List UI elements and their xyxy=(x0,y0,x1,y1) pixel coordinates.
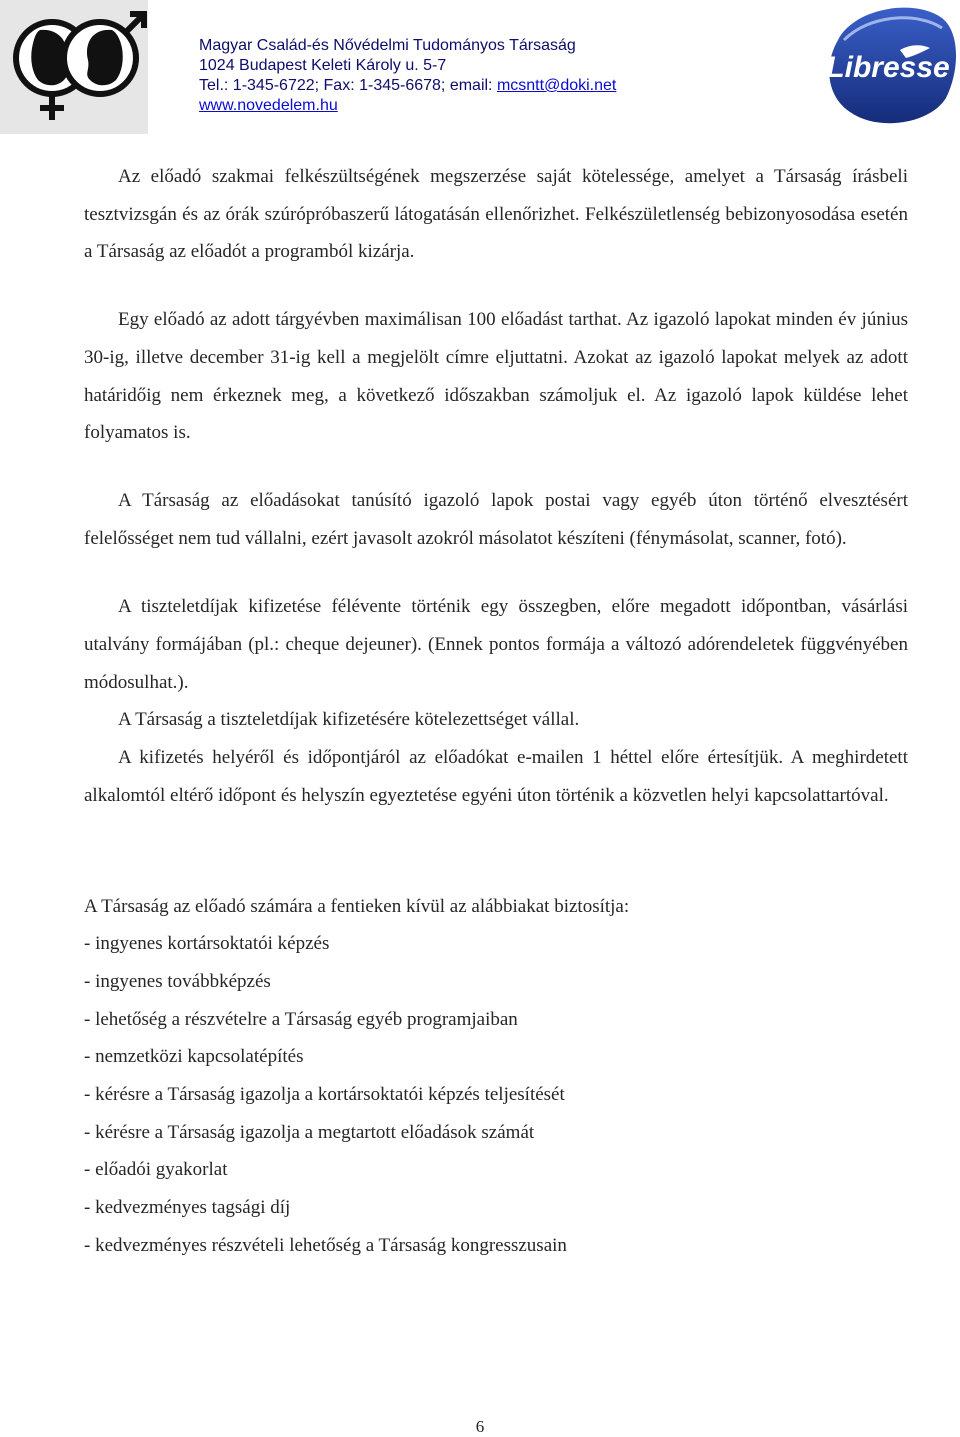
email-link[interactable]: mcsntt@doki.net xyxy=(496,77,617,94)
document-body xyxy=(84,158,908,1265)
paragraph-payment: A tiszteletdíjak kifizetése félévente történik egy összegben, előre megadott időpontban, vásárlási utalvány formájában (pl.: cheque dejeuner). (Ennek pontos formája a változó adórendeletek függvényében módosulhat.). xyxy=(84,596,908,693)
list-item: - kérésre a Társaság igazolja a kortársoktatói képzés teljesítését xyxy=(84,1084,565,1106)
list-item: - kedvezményes tagsági díj xyxy=(84,1197,291,1219)
list-item: - kérésre a Társaság igazolja a megtartott előadások számát xyxy=(84,1121,535,1143)
list-item: - kedvezményes részvételi lehetőség a Társaság kongresszusain xyxy=(84,1234,567,1256)
paragraph-obligation: A Társaság a tiszteletdíjak kifizetésére kötelezettséget vállal. xyxy=(118,709,580,731)
website-link[interactable]: www.novedelem.hu xyxy=(199,97,338,114)
paragraph-preparation: Az előadó szakmai felkészültségének megszerzése saját kötelessége, amelyet a Társaság írásbeli tesztvizsgán és az órák szúrópróbaszerű látogatásán ellenőrizhet. Felkészületlenség bebizonyosodása esetén a Társaság az előadót a programból kizárja. xyxy=(84,166,908,263)
organization-contact xyxy=(199,76,616,96)
list-item: - ingyenes kortársoktatói képzés xyxy=(84,933,330,955)
paragraph-lecture-limit: Egy előadó az adott tárgyévben maximálisan 100 előadást tarthat. Az igazoló lapokat minden év június 30-ig, illetve december 31-ig kell a megjelölt címre eljuttatni. Azokat az igazoló lapokat melyek az adott határidőig nem érkeznek meg, a következő időszakban számoljuk el. Az igazoló lapok küldése lehet folyamatos is. xyxy=(84,309,908,444)
list-item: - nemzetközi kapcsolatépítés xyxy=(84,1046,304,1068)
society-logo-icon xyxy=(0,0,148,134)
list-item: - lehetőség a részvételre a Társaság egyéb programjaiban xyxy=(84,1008,518,1030)
paragraph-liability: A Társaság az előadásokat tanúsító igazoló lapok postai vagy egyéb úton történő elvesztésért felelősséget nem tud vállalni, ezért javasolt azokról másolatot készíteni (fénymásolat, scanner, fotó). xyxy=(84,489,908,549)
svg-text:Libresse: Libresse xyxy=(826,51,950,84)
page-number: 6 xyxy=(475,1417,485,1436)
organization-address: 1024 Budapest Keleti Károly u. 5-7 xyxy=(199,57,447,74)
organization-name: Magyar Család-és Nővédelmi Tudományos Társaság xyxy=(199,37,576,54)
benefits-intro: A Társaság az előadó számára a fentieken kívül az alábbiakat biztosítja: xyxy=(84,895,630,917)
contact-phone-fax: Tel.: 1-345-6722; Fax: 1-345-6678; email: xyxy=(199,77,497,94)
list-item: - előadói gyakorlat xyxy=(84,1159,228,1181)
letterhead xyxy=(0,0,960,140)
list-item: - ingyenes továbbképzés xyxy=(84,970,271,992)
organization-info xyxy=(199,36,616,116)
paragraph-notification: A kifizetés helyéről és időpontjáról az előadókat e-mailen 1 héttel előre értesítjük. A meghirdetett alkalomtól eltérő időpont és helyszín egyeztetése egyéni úton történik a közvetlen helyi kapcsolattartóval. xyxy=(84,747,908,806)
benefits-list xyxy=(84,925,908,1264)
libresse-logo-icon xyxy=(818,0,960,132)
